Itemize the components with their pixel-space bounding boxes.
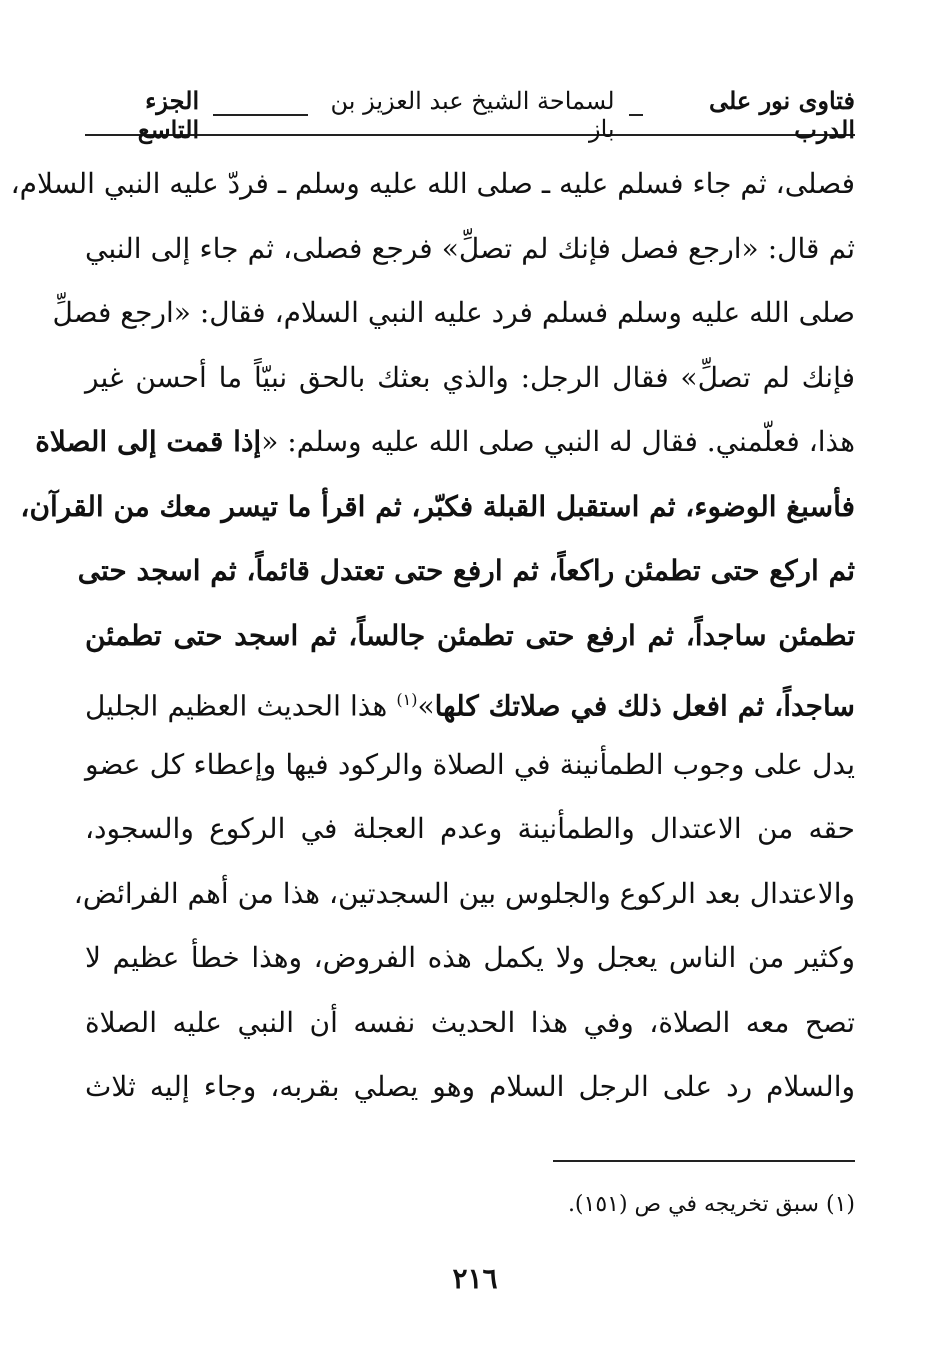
text-line: فصلى، ثم جاء فسلم عليه ـ صلى الله عليه وسلم ـ فردّ عليه النبي السلام، xyxy=(10,167,855,200)
text-line xyxy=(77,539,855,604)
author-line: لسماحة الشيخ عبد العزيز بن باز xyxy=(330,87,615,143)
text-line: والاعتدال بعد الركوع والجلوس بين السجدتين، هذا من أهم الفرائض، xyxy=(73,876,855,910)
hadith-text-bold: ثم اركع حتى تطمئن راكعاً، ثم ارفع حتى تعتدل قائماً، ثم اسجد حتى xyxy=(77,554,855,587)
text-line: فإنك لم تصلِّ» فقال الرجل: والذي بعثك بالحق نبيّاً ما أحسن غير xyxy=(85,360,855,394)
body-text xyxy=(10,152,855,1120)
text-line xyxy=(20,475,855,540)
text-line: ساجداً، ثم افعل ذلك في صلاتك كلها»$^{(١)}$ هذا الحديث العظيم الجليل xyxy=(85,689,855,723)
hadith-text-bold: فأسبغ الوضوء، ثم استقبل القبلة فكبّر، ثم اقرأ ما تيسر معك من القرآن، xyxy=(20,489,855,523)
hadith-text-bold: تطمئن ساجداً، ثم ارفع حتى تطمئن جالساً، ثم اسجد حتى تطمئن xyxy=(85,618,855,652)
header-rule xyxy=(213,114,308,116)
text-line: هذا، فعلّمني. فقال له النبي صلى الله عليه وسلم: «إذا قمت إلى الصلاة xyxy=(35,425,855,458)
book-title: فتاوى نور على الدرب xyxy=(708,86,855,144)
hadith-text-bold: ساجداً، ثم افعل ذلك في صلاتك كلها xyxy=(434,689,855,723)
running-header xyxy=(85,86,855,144)
footnote-text: سبق تخريجه في ص (١٥١). xyxy=(567,1192,819,1217)
footnote-separator xyxy=(553,1160,855,1162)
text-line: ثم قال: «ارجع فصل فإنك لم تصلِّ» فرجع فصلى، ثم جاء إلى النبي xyxy=(85,231,855,265)
text-line: حقه من الاعتدال والطمأنينة وعدم العجلة في الركوع والسجود، xyxy=(85,812,855,845)
text-line: صلى الله عليه وسلم فسلم فرد عليه النبي السلام، فقال: «ارجع فصلِّ xyxy=(52,296,855,329)
footnote-marker: (١) xyxy=(825,1192,855,1217)
footnote xyxy=(568,1192,855,1217)
page-number: ٢١٦ xyxy=(452,1262,498,1295)
text-line: والسلام رد على الرجل السلام وهو يصلي بقربه، وجاء إليه ثلاث xyxy=(85,1070,855,1103)
header-dash xyxy=(629,114,643,116)
volume-label: الجزء التاسع xyxy=(137,86,200,144)
hadith-text-bold: إذا قمت إلى الصلاة xyxy=(35,425,262,458)
text-line: تصح معه الصلاة، وفي هذا الحديث نفسه أن النبي عليه الصلاة xyxy=(85,1005,855,1039)
footnote-reference: (١) xyxy=(396,690,418,709)
text-line: يدل على وجوب الطمأنينة في الصلاة والركود فيها وإعطاء كل عضو xyxy=(85,747,855,781)
text-line: وكثير من الناس يعجل ولا يكمل هذه الفروض، وهذا خطأ عظيم لا xyxy=(85,941,855,974)
text-line xyxy=(85,604,855,669)
